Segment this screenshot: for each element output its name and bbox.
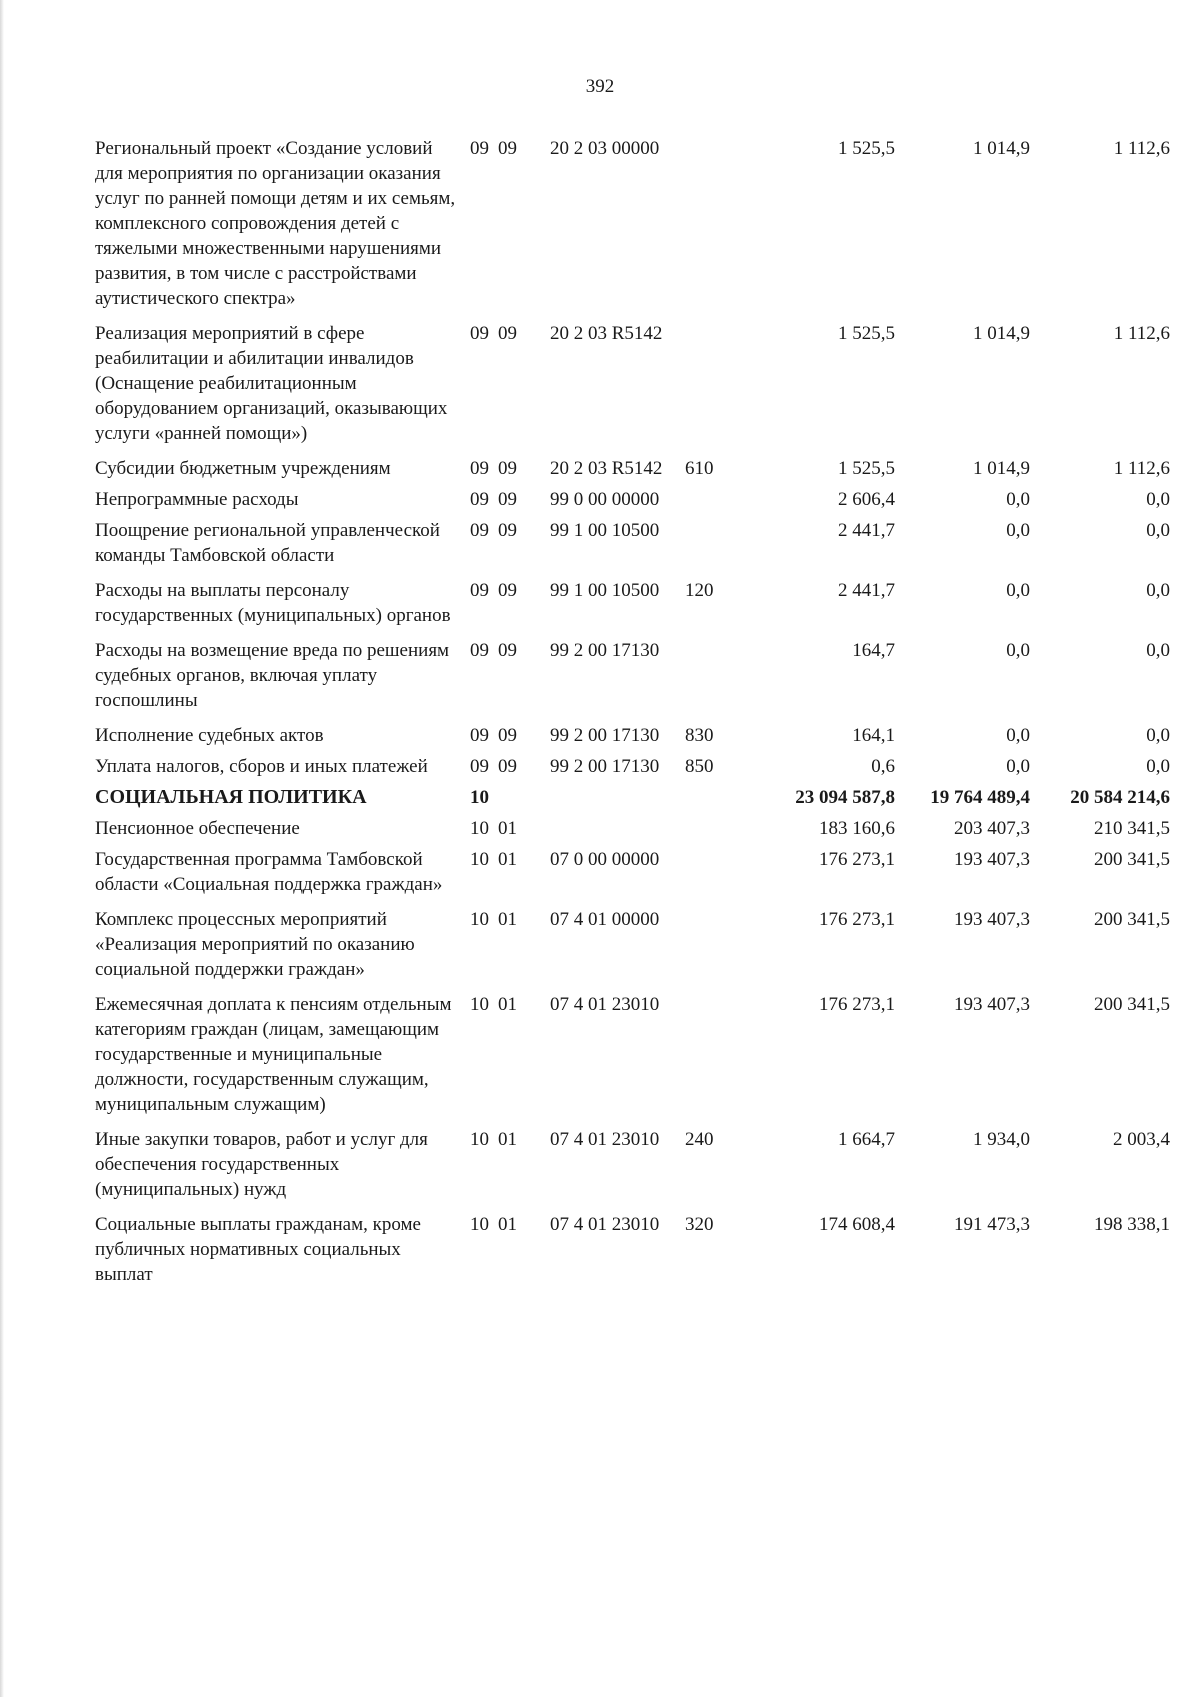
row-subsection-code: 01 <box>498 818 517 839</box>
row-amount-year-1: 2 441,7 <box>838 580 895 601</box>
row-amount-year-2: 0,0 <box>1006 520 1030 541</box>
row-subsection-code: 09 <box>498 756 517 777</box>
row-amount-year-3: 200 341,5 <box>1094 994 1170 1015</box>
row-amount-year-1: 0,6 <box>871 756 895 777</box>
table-row <box>95 487 1170 512</box>
row-amount-year-2: 0,0 <box>1006 489 1030 510</box>
row-target-item-code: 99 2 00 17130 <box>550 756 660 777</box>
row-section-code: 09 <box>470 725 489 746</box>
row-amount-year-3: 1 112,6 <box>1113 138 1170 159</box>
row-section-code: 09 <box>470 520 489 541</box>
table-row <box>95 1127 1170 1202</box>
row-name: Субсидии бюджетным учреждениям <box>95 458 391 479</box>
row-subsection-code: 09 <box>498 640 517 661</box>
row-amount-year-3: 0,0 <box>1146 756 1170 777</box>
row-target-item-code: 99 2 00 17130 <box>550 725 660 746</box>
row-amount-year-1: 174 608,4 <box>819 1214 895 1235</box>
table-row <box>95 816 1170 841</box>
row-amount-year-1: 23 094 587,8 <box>795 787 895 808</box>
row-amount-year-1: 2 606,4 <box>838 489 895 510</box>
row-subsection-code: 09 <box>498 138 517 159</box>
row-section-code: 10 <box>470 849 489 870</box>
row-amount-year-2: 19 764 489,4 <box>930 787 1030 808</box>
row-target-item-code: 07 4 01 00000 <box>550 909 660 930</box>
row-target-item-code: 99 0 00 00000 <box>550 489 660 510</box>
scan-edge-shadow <box>0 0 4 1697</box>
row-expense-type-code: 610 <box>685 458 714 479</box>
row-amount-year-1: 176 273,1 <box>819 849 895 870</box>
row-amount-year-1: 1 525,5 <box>838 458 895 479</box>
row-section-code: 09 <box>470 580 489 601</box>
row-section-code: 10 <box>470 909 489 930</box>
row-amount-year-2: 0,0 <box>1006 725 1030 746</box>
row-amount-year-1: 1 525,5 <box>838 138 895 159</box>
row-amount-year-1: 164,1 <box>852 725 895 746</box>
row-amount-year-2: 1 934,0 <box>973 1129 1030 1150</box>
row-amount-year-1: 2 441,7 <box>838 520 895 541</box>
row-amount-year-3: 0,0 <box>1146 725 1170 746</box>
row-amount-year-2: 0,0 <box>1006 756 1030 777</box>
table-row <box>95 992 1170 1117</box>
table-row <box>95 907 1170 982</box>
row-name: Исполнение судебных актов <box>95 725 324 746</box>
row-subsection-code: 09 <box>498 323 517 344</box>
table-row <box>95 1212 1170 1287</box>
row-amount-year-2: 0,0 <box>1006 580 1030 601</box>
row-subsection-code: 01 <box>498 1214 517 1235</box>
row-target-item-code: 20 2 03 R5142 <box>550 458 663 479</box>
row-amount-year-3: 0,0 <box>1146 580 1170 601</box>
row-target-item-code: 07 4 01 23010 <box>550 1129 660 1150</box>
row-name: Поощрение региональной управленческой команды Тамбовской области <box>95 520 440 566</box>
row-expense-type-code: 240 <box>685 1129 714 1150</box>
row-target-item-code: 07 4 01 23010 <box>550 1214 660 1235</box>
row-section-code: 10 <box>470 994 489 1015</box>
row-amount-year-3: 210 341,5 <box>1094 818 1170 839</box>
row-amount-year-2: 0,0 <box>1006 640 1030 661</box>
row-name: Реализация мероприятий в сфере реабилитации и абилитации инвалидов (Оснащение реабилитационным оборудованием организаций, оказывающих услуги «ранней помощи») <box>95 323 448 444</box>
row-name: Уплата налогов, сборов и иных платежей <box>95 756 428 777</box>
row-name: Государственная программа Тамбовской области «Социальная поддержка граждан» <box>95 849 443 895</box>
row-target-item-code: 20 2 03 00000 <box>550 138 660 159</box>
row-amount-year-2: 1 014,9 <box>973 138 1030 159</box>
row-amount-year-2: 191 473,3 <box>954 1214 1030 1235</box>
row-name: Пенсионное обеспечение <box>95 818 300 839</box>
table-row <box>95 321 1170 446</box>
table-row <box>95 847 1170 897</box>
row-subsection-code: 09 <box>498 489 517 510</box>
table-row <box>95 136 1170 311</box>
row-name: Региональный проект «Создание условий для мероприятия по организации оказания услуг по ранней помощи детям и их семьям, комплексного сопровождения детей с тяжелыми множественными нарушениями развития, в том числе с расстройствами аутистического спектра» <box>95 138 456 309</box>
row-subsection-code: 01 <box>498 994 517 1015</box>
row-amount-year-3: 200 341,5 <box>1094 849 1170 870</box>
row-section-code: 10 <box>470 1214 489 1235</box>
table-row <box>95 638 1170 713</box>
row-subsection-code: 01 <box>498 909 517 930</box>
row-expense-type-code: 850 <box>685 756 714 777</box>
row-section-code: 09 <box>470 756 489 777</box>
table-row <box>95 754 1170 779</box>
row-amount-year-2: 1 014,9 <box>973 323 1030 344</box>
row-name: Комплекс процессных мероприятий «Реализация мероприятий по оказанию социальной поддержки граждан» <box>95 909 415 980</box>
row-amount-year-3: 198 338,1 <box>1094 1214 1170 1235</box>
row-target-item-code: 20 2 03 R5142 <box>550 323 663 344</box>
row-amount-year-3: 2 003,4 <box>1113 1129 1170 1150</box>
row-amount-year-3: 0,0 <box>1146 520 1170 541</box>
row-amount-year-3: 200 341,5 <box>1094 909 1170 930</box>
table-row-section-header <box>95 785 1170 810</box>
row-subsection-code: 09 <box>498 520 517 541</box>
row-subsection-code: 01 <box>498 1129 517 1150</box>
row-name: Ежемесячная доплата к пенсиям отдельным категориям граждан (лицам, замещающим государственные и муниципальные должности, государственным служащим, муниципальным служащим) <box>95 994 452 1115</box>
row-amount-year-2: 193 407,3 <box>954 909 1030 930</box>
row-amount-year-1: 1 664,7 <box>838 1129 895 1150</box>
row-subsection-code: 01 <box>498 849 517 870</box>
row-name: Расходы на выплаты персоналу государственных (муниципальных) органов <box>95 580 451 626</box>
row-section-code: 10 <box>470 818 489 839</box>
row-amount-year-2: 193 407,3 <box>954 849 1030 870</box>
budget-table <box>95 136 1170 1297</box>
row-subsection-code: 09 <box>498 580 517 601</box>
row-amount-year-1: 1 525,5 <box>838 323 895 344</box>
table-row <box>95 578 1170 628</box>
row-name: Непрограммные расходы <box>95 489 299 510</box>
row-amount-year-1: 183 160,6 <box>819 818 895 839</box>
row-name: Социальные выплаты гражданам, кроме публичных нормативных социальных выплат <box>95 1214 421 1285</box>
row-amount-year-1: 164,7 <box>852 640 895 661</box>
row-amount-year-3: 0,0 <box>1146 640 1170 661</box>
row-subsection-code: 09 <box>498 725 517 746</box>
row-expense-type-code: 830 <box>685 725 714 746</box>
row-section-code: 09 <box>470 640 489 661</box>
table-row <box>95 723 1170 748</box>
row-amount-year-3: 1 112,6 <box>1113 458 1170 479</box>
row-target-item-code: 99 1 00 10500 <box>550 520 660 541</box>
row-name: Иные закупки товаров, работ и услуг для обеспечения государственных (муниципальных) нужд <box>95 1129 428 1200</box>
table-row <box>95 518 1170 568</box>
row-expense-type-code: 320 <box>685 1214 714 1235</box>
row-amount-year-2: 203 407,3 <box>954 818 1030 839</box>
row-amount-year-3: 20 584 214,6 <box>1070 787 1170 808</box>
row-amount-year-3: 0,0 <box>1146 489 1170 510</box>
row-name: СОЦИАЛЬНАЯ ПОЛИТИКА <box>95 786 367 808</box>
row-amount-year-3: 1 112,6 <box>1113 323 1170 344</box>
table-row <box>95 456 1170 481</box>
row-amount-year-2: 1 014,9 <box>973 458 1030 479</box>
row-expense-type-code: 120 <box>685 580 714 601</box>
row-amount-year-1: 176 273,1 <box>819 994 895 1015</box>
page-number: 392 <box>585 76 615 97</box>
row-target-item-code: 07 4 01 23010 <box>550 994 660 1015</box>
row-target-item-code: 99 2 00 17130 <box>550 640 660 661</box>
row-subsection-code: 09 <box>498 458 517 479</box>
row-amount-year-2: 193 407,3 <box>954 994 1030 1015</box>
row-target-item-code: 99 1 00 10500 <box>550 580 660 601</box>
row-name: Расходы на возмещение вреда по решениям судебных органов, включая уплату госпошлины <box>95 640 450 711</box>
row-section-code: 09 <box>470 458 489 479</box>
row-section-code: 09 <box>470 138 489 159</box>
row-section-code: 09 <box>470 323 489 344</box>
row-amount-year-1: 176 273,1 <box>819 909 895 930</box>
row-section-code: 09 <box>470 489 489 510</box>
row-target-item-code: 07 0 00 00000 <box>550 849 660 870</box>
row-section-code: 10 <box>470 787 489 808</box>
row-section-code: 10 <box>470 1129 489 1150</box>
